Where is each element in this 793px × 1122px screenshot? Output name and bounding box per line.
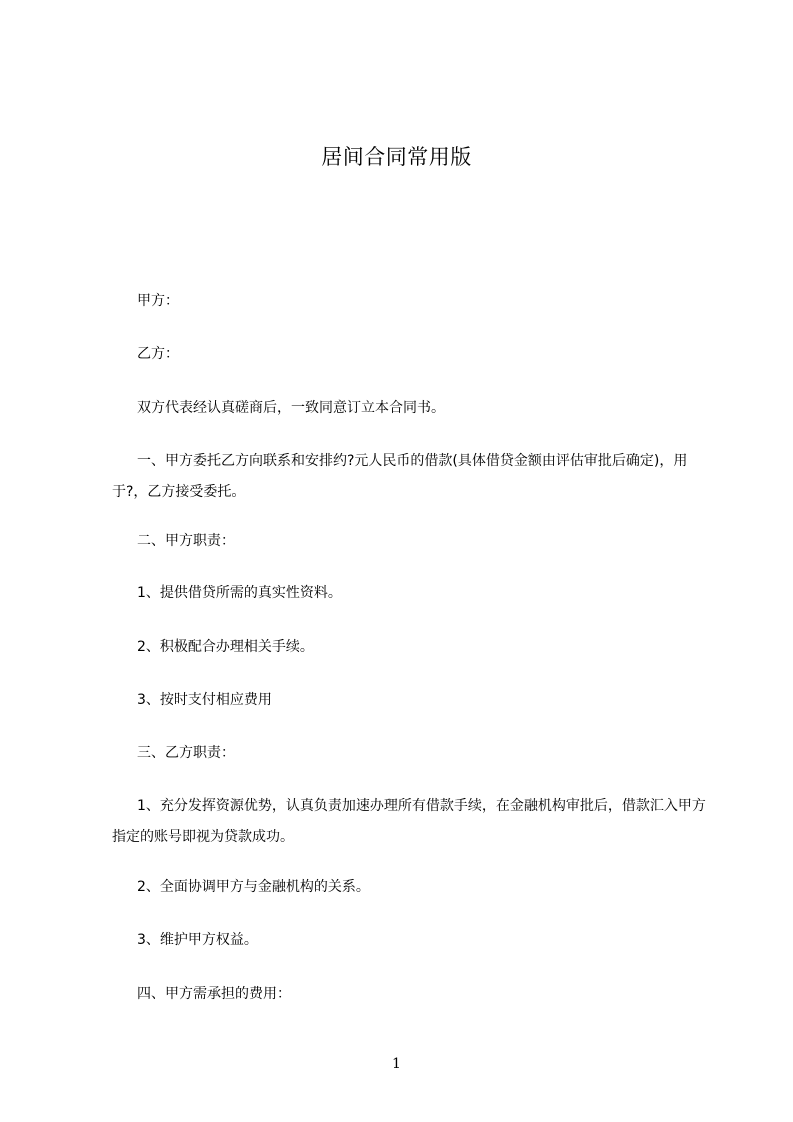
section-3-heading: 三、乙方职责：	[137, 745, 235, 761]
section-4-heading: 四、甲方需承担的费用：	[137, 986, 291, 1002]
document-title: 居间合同常用版	[321, 145, 472, 169]
section-2-item-3: 3、按时支付相应费用	[137, 692, 272, 708]
section-3-item-3: 3、维护甲方权益。	[137, 932, 258, 948]
section-3-item-2: 2、全面协调甲方与金融机构的关系。	[137, 879, 370, 895]
section-2-heading: 二、甲方职责：	[137, 533, 235, 549]
intro-paragraph: 双方代表经认真磋商后，一致同意订立本合同书。	[137, 400, 445, 416]
party-a-label: 甲方：	[137, 293, 179, 309]
section-2-item-1: 1、提供借贷所需的真实性资料。	[137, 585, 342, 601]
section-2-item-2: 2、积极配合办理相关手续。	[137, 639, 314, 655]
page-number: 1	[392, 1056, 401, 1072]
clause-1-paragraph: 一、甲方委托乙方向联系和安排约?元人民币的借款(具体借贷金额由评估审批后确定)，用于?，乙方接受委托。	[112, 453, 688, 500]
section-3-item-1: 1、充分发挥资源优势，认真负责加速办理所有借款手续，在金融机构审批后，借款汇入甲方指定的账号即视为贷款成功。	[112, 798, 706, 845]
party-b-label: 乙方：	[137, 346, 179, 362]
